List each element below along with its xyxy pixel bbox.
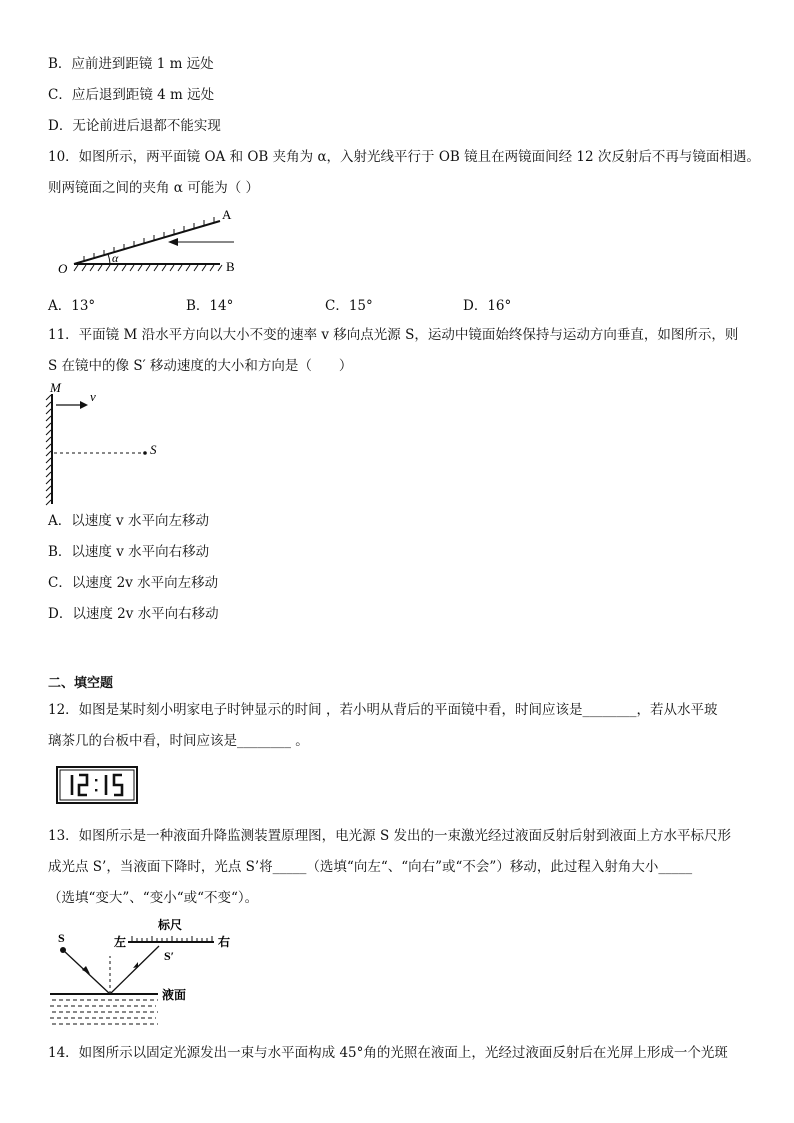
label-s: S [58,931,65,945]
velocity-arrowhead [80,401,88,409]
q11-option-d: D．以速度 2v 水平向右移动 [48,606,219,622]
q10-options [48,294,568,314]
label-liquid: 液面 [162,988,187,1002]
q12-stem-line2: 璃茶几的台板中看，时间应该是________ 。 [48,733,309,749]
q10-stem-line2: 则两镜面之间的夹角 α 可能为（ ） [48,180,259,196]
q9-option-c: C．应后退到距镜 4 m 远处 [48,87,215,103]
label-v: v [90,389,96,404]
light-source-s [143,451,147,455]
q10-mirror-figure [50,205,250,280]
q11-option-b: B．以速度 v 水平向右移动 [48,544,210,560]
q10-option-b: B．14° [186,298,234,314]
q13-liquid-level-figure [46,912,246,1032]
q11-option-a: A．以速度 v 水平向左移动 [48,513,209,529]
q12-stem-line1: 12．如图是某时刻小明家电子时钟显示的时间 ，若小明从背后的平面镜中看，时间应该是________，若从水平玻 [48,702,718,718]
q10-option-a: A．13° [48,298,96,314]
incident-arrowhead [168,238,178,246]
label-left: 左 [114,935,127,949]
label-s-prime: S′ [164,949,175,963]
digital-clock [56,766,138,804]
label-o: O [58,261,68,276]
label-scale: 标尺 [158,918,183,932]
label-b: B [226,259,235,274]
q14-stem-line1: 14．如图所示以固定光源发出一束与水平面构成 45°角的光照在液面上，光经过液面反射后在光屏上形成一个光斑 [48,1045,728,1061]
reflected-ray [110,946,159,994]
q11-mirror-figure [44,380,174,508]
label-m: M [50,380,61,395]
q9-option-b: B．应前进到距镜 1 m 远处 [48,56,214,72]
label-alpha: α [112,251,119,265]
q13-stem-line1: 13．如图所示是一种液面升降监测装置原理图，电光源 S 发出的一束激光经过液面反射后射到液面上方水平标尺形 [48,828,732,844]
reflected-arrowhead [133,962,138,968]
q13-stem-line3: （选填“变大”、“变小“或“不变“）。 [48,890,259,906]
q10-option-c: C．15° [325,298,373,314]
q13-stem-line2: 成光点 S’，当液面下降时，光点 S’将_____（选填“向左“、“向右”或“不会”）移动，此过程入射角大小_____ [48,859,693,875]
label-a: A [222,207,232,222]
q11-option-c: C．以速度 2v 水平向左移动 [48,575,219,591]
q11-stem-line1: 11．平面镜 M 沿水平方向以大小不变的速率 v 移向点光源 S，运动中镜面始终保持与运动方向垂直，如图所示，则 [48,327,739,343]
q10-stem-line1: 10．如图所示，两平面镜 OA 和 OB 夹角为 α，入射光线平行于 OB 镜且在两镜面间经 12 次反射后不再与镜面相遇。 [48,149,760,165]
q9-option-d: D．无论前进后退都不能实现 [48,118,221,134]
section-title-fill-in: 二、填空题 [48,676,114,691]
q11-stem-line2: S 在镜中的像 S′ 移动速度的大小和方向是（ ） [48,358,353,374]
label-s: S [150,442,157,457]
incident-arrowhead [82,966,90,974]
label-right: 右 [218,935,231,949]
q10-option-d: D．16° [463,298,512,314]
alpha-arc [108,254,110,264]
